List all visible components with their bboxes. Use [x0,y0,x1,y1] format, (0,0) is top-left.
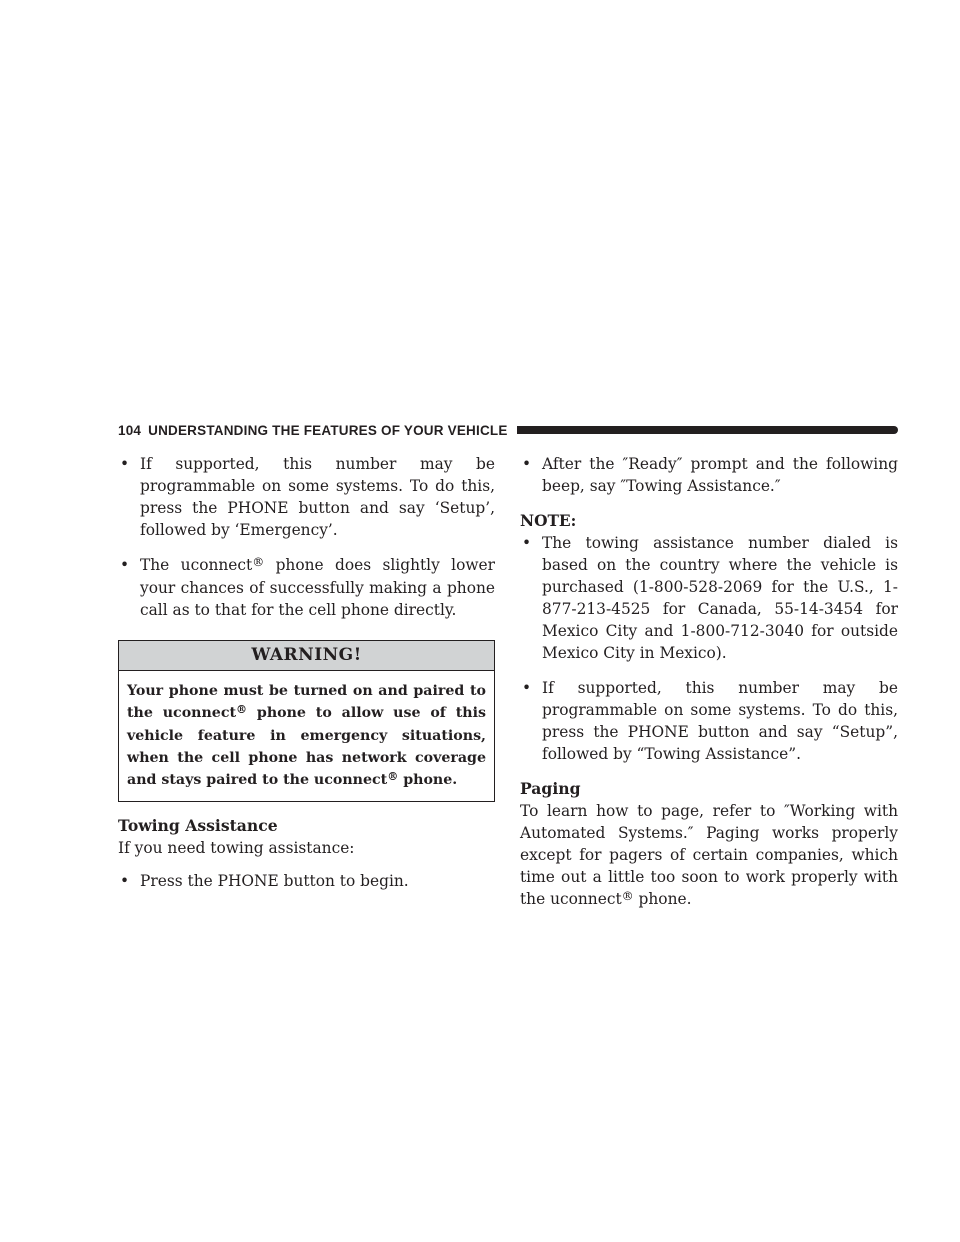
registered-icon: ® [236,703,248,717]
bullet-icon: • [522,679,532,697]
registered-icon: ® [387,770,399,784]
warning-body [119,671,494,801]
page-header [118,420,898,440]
list-item [118,870,495,892]
text-fragment: To learn how to page, refer to ″Working with Automated Systems.″ Paging works properly except for pagers of certain companies, which time out a little too soon to work properly with the uconnect [520,802,898,908]
bullet-icon: • [120,556,130,574]
right-column [520,453,898,922]
list-item [118,453,495,541]
towing-intro: If you need towing assistance: [118,839,355,857]
list-item [520,453,898,497]
text-fragment: phone. [633,890,692,908]
list-item-text: Press the PHONE button to begin. [140,872,409,890]
note-label: NOTE: [520,512,577,530]
list-item-text [140,554,495,621]
bullet-icon: • [522,455,532,473]
page-number: 104 [118,422,142,438]
header-rule [517,426,898,434]
list-item-text: The towing assistance number dialed is based on the country where the vehicle is purchased (1-800-528-2069 for the U.S., 1-877-213-4525 for Canada, 55-14-3454 for Mexico City and 1-800-712-3040 for outside Mexico City in Mexico). [542,534,898,662]
bullet-icon: • [522,534,532,552]
list-item-text: After the ″Ready″ prompt and the following beep, say ″Towing Assistance.″ [542,455,898,495]
left-column [118,453,495,905]
registered-icon: ® [621,888,634,903]
paging-text [520,800,898,911]
section-title: UNDERSTANDING THE FEATURES OF YOUR VEHICLE [148,422,508,438]
towing-heading: Towing Assistance [118,816,278,835]
list-item [520,677,898,765]
list-item-text: If supported, this number may be programmable on some systems. To do this, press the PHONE button and say ‘Setup’, followed by ‘Emergency’. [140,455,495,539]
list-item [520,532,898,664]
bullet-icon: • [120,872,130,890]
text-fragment: phone does slightly lower your chances of successfully making a phone call as to that for the cell phone directly. [140,556,495,619]
registered-icon: ® [252,554,265,569]
text-fragment: The uconnect [140,556,253,574]
bullet-icon: • [120,455,130,473]
paging-heading: Paging [520,779,581,798]
text-fragment: phone. [398,772,458,788]
text-fragment: Your phone must be turned on and paired to the uconnect [127,683,486,721]
warning-box [118,640,495,802]
list-item-text: If supported, this number may be programmable on some systems. To do this, press the PHONE button and say “Setup”, followed by “Towing Assistance”. [542,679,898,763]
text-fragment: phone to allow use of this vehicle feature in emergency situations, when the cell phone has network coverage and stays paired to the uconnect [127,705,486,788]
list-item [118,554,495,621]
warning-title: WARNING! [119,641,494,671]
